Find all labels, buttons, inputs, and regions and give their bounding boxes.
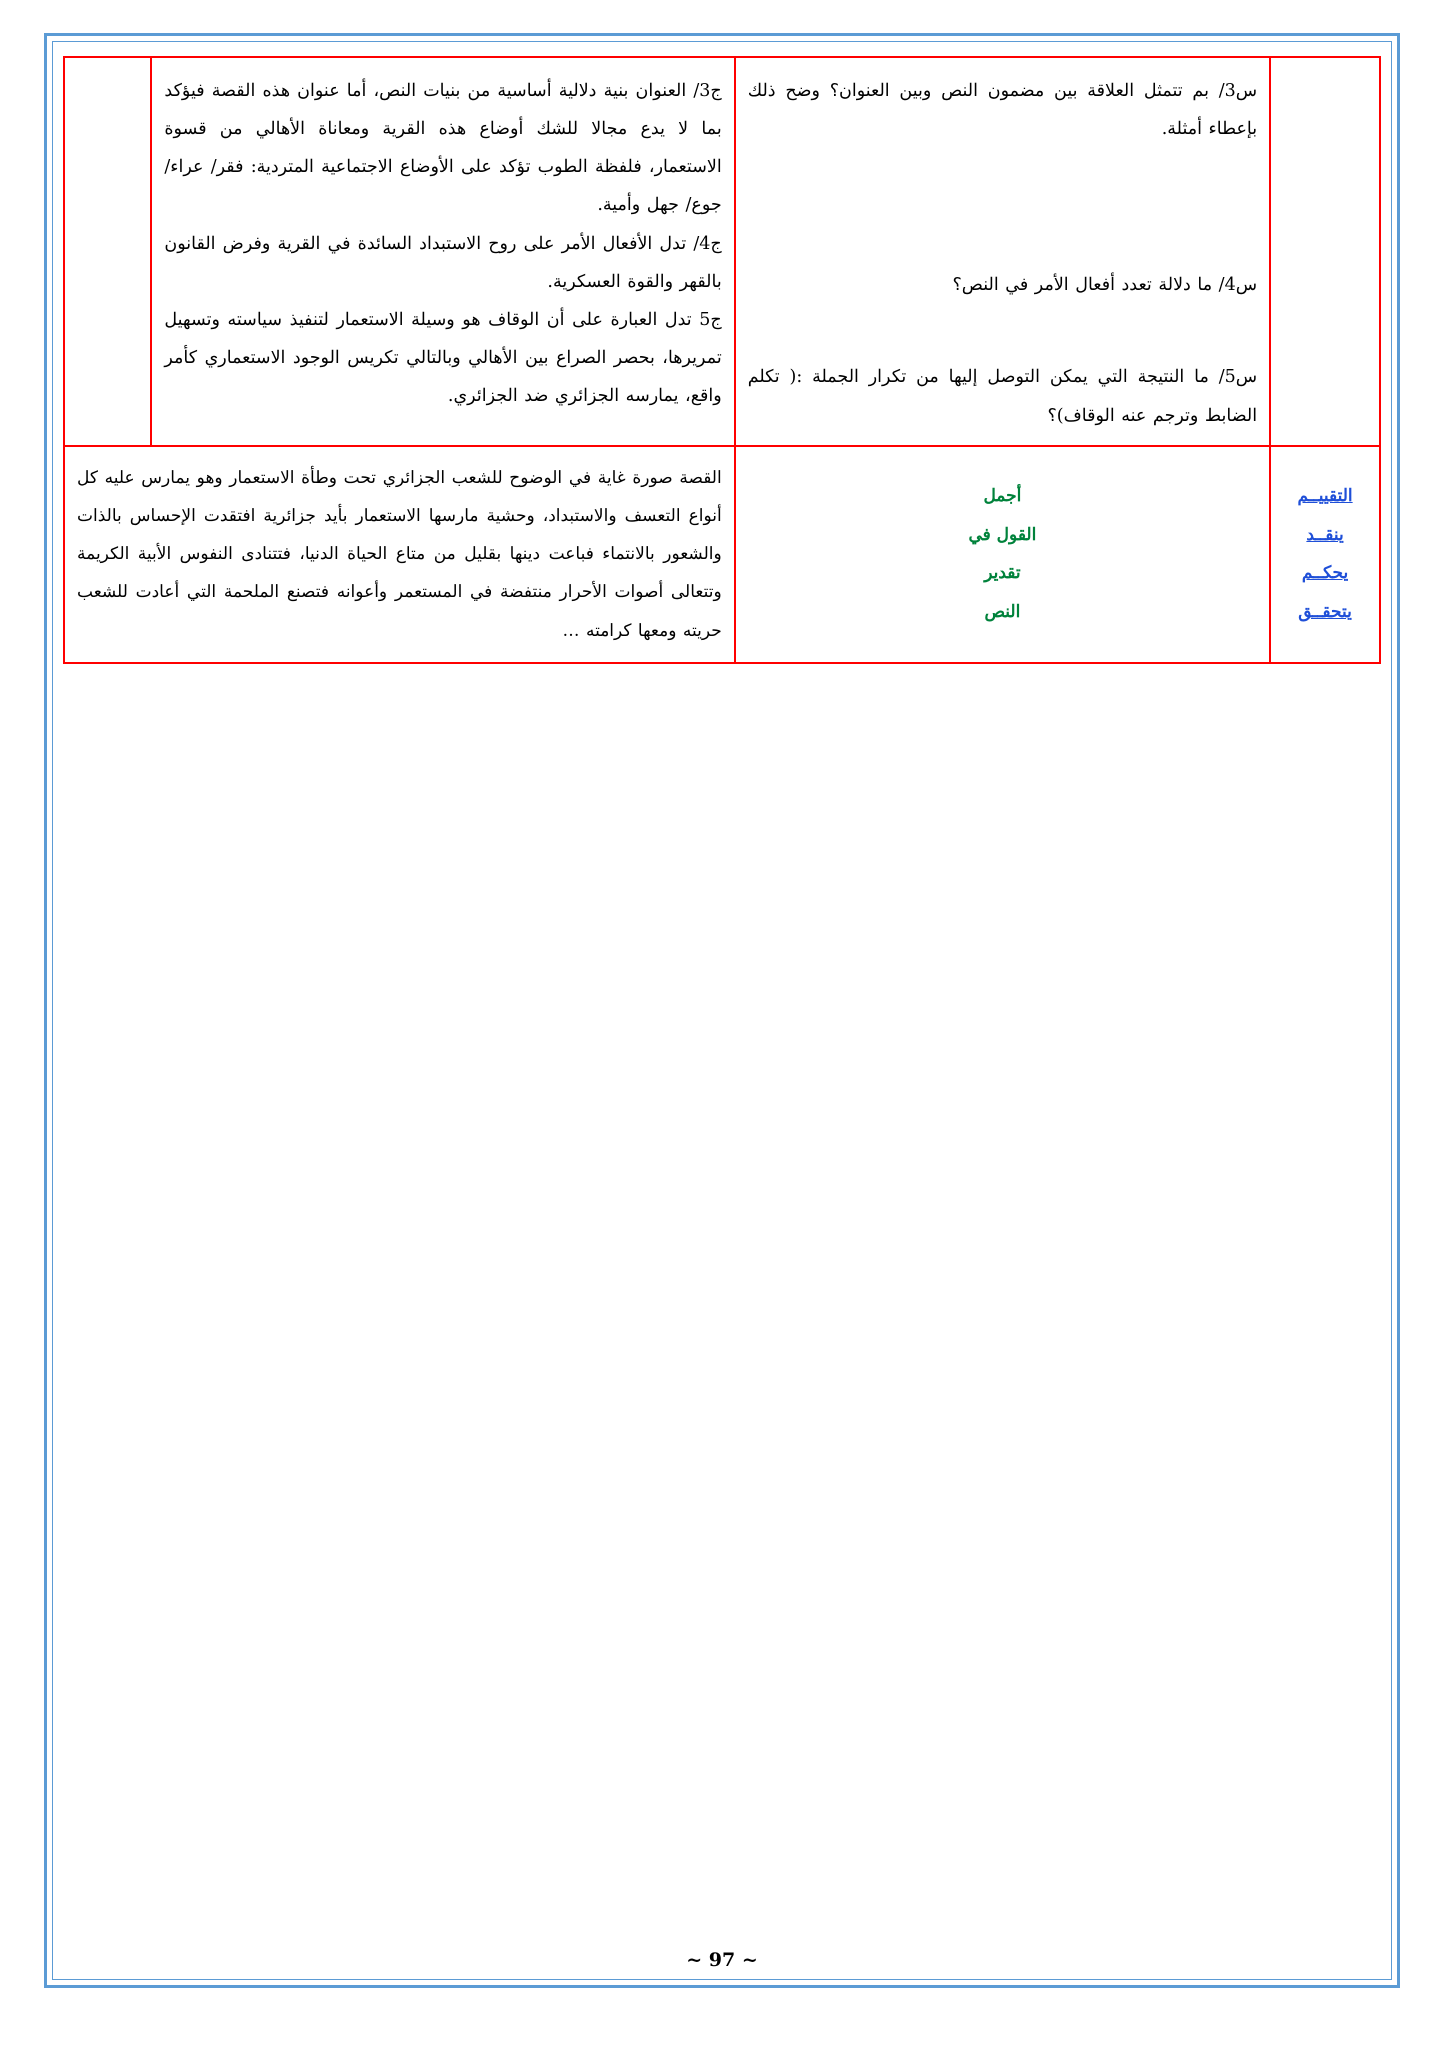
evaluation-keyword-4: يتحقــق (1298, 602, 1352, 623)
cell-evaluation-keywords (1270, 446, 1380, 663)
task-keyword-list (736, 467, 1269, 642)
answers-text-block (152, 58, 733, 425)
task-keyword-4: النص (984, 602, 1021, 623)
cell-eval-empty (1270, 57, 1380, 446)
cell-summary-text (64, 446, 735, 663)
summary-paragraph: القصة صورة غاية في الوضوح للشعب الجزائري تحت وطأة الاستعمار وهو يمارس عليه كل أنواع التعسف والاستبداد، وحشية مارسها الاستعمار بأيد جزائرية افتقدت الإحساس بالذات والشعور بالانتماء فباعت دينها بقليل من متاع الحياة الدنيا، فتتنادى النفوس الأبية الكريمة وتتعالى أصوات الأحرار منتفضة في المستعمر وأعوانه فتصنع الملحمة التي أعادت للشعب حريته ومعها كرامته … (77, 467, 722, 641)
question-3: س3/ بم تتمثل العلاقة بين مضمون النص وبين العنوان؟ وضح ذلك بإعطاء أمثلة. (747, 81, 1258, 140)
page-number: ~ 97 ~ (686, 1949, 758, 1971)
worksheet-table (63, 56, 1381, 664)
table-row-evaluation (64, 446, 1380, 663)
page-border-frame (44, 33, 1400, 1988)
task-keyword-2: القول في (968, 524, 1037, 545)
answer-3: ج3/ العنوان بنية دلالية أساسية من بنيات النص، أما عنوان هذه القصة فيؤكد بما لا يدع مجالا للشك أوضاع هذه القرية ومعاناة الأهالي من قسوة الاستعمار، فلفظة الطوب تؤكد على الأوضاع الاجتماعية المتردية: فقر/ عراء/ جوع/ جهل وأمية. (164, 81, 722, 216)
evaluation-keyword-list (1271, 467, 1379, 642)
evaluation-keyword-1: التقييــم (1297, 485, 1353, 506)
cell-left-empty (64, 57, 151, 446)
question-5: س5/ ما النتيجة التي يمكن التوصل إليها من تكرار الجملة :( تكلم الضابط وترجم عنه الوقاف)؟ (747, 367, 1258, 426)
questions-text-block (736, 58, 1269, 445)
answer-4: ج4/ تدل الأفعال الأمر على روح الاستبداد السائدة في القرية وفرض القانون بالقهر والقوة العسكرية. (164, 233, 722, 292)
cell-task-keywords (735, 446, 1270, 663)
question-4: س4/ ما دلالة تعدد أفعال الأمر في النص؟ (952, 275, 1258, 296)
cell-answers (151, 57, 734, 446)
task-keyword-3: تقدير (984, 563, 1021, 584)
task-keyword-1: أجمل (983, 485, 1022, 506)
evaluation-keyword-3: يحكــم (1301, 563, 1349, 584)
cell-questions (735, 57, 1270, 446)
evaluation-keyword-2: ينقــد (1306, 524, 1344, 545)
answer-5: ج5 تدل العبارة على أن الوقاف هو وسيلة الاستعمار لتنفيذ سياسته وتسهيل تمريرها، بحصر الصراع بين الأهالي وبالتالي تكريس الوجود الاستعماري كأمر واقع، يمارسه الجزائري ضد الجزائري. (164, 309, 722, 407)
table-row-questions-answers (64, 57, 1380, 446)
